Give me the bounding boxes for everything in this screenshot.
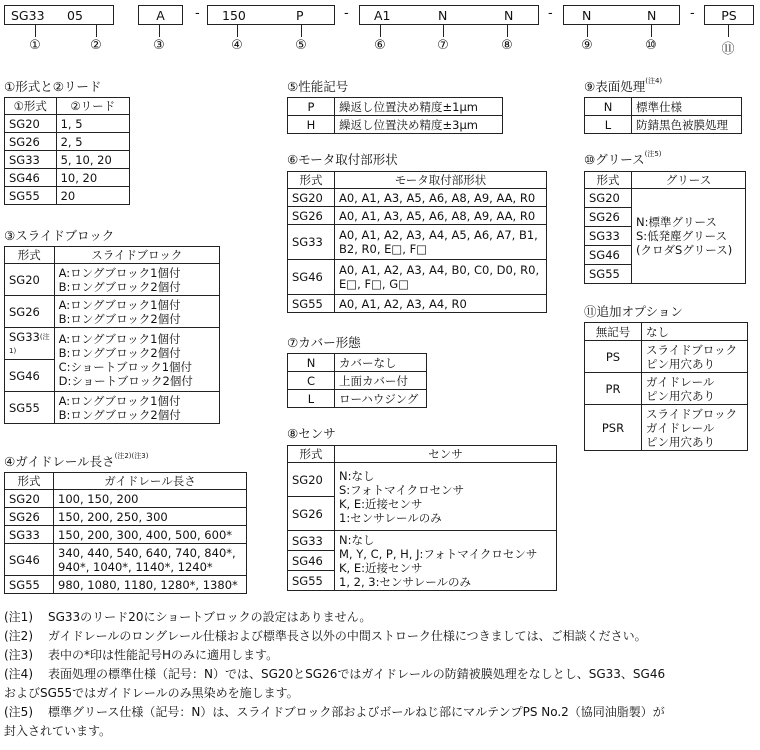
table-grease: [584, 171, 746, 284]
column-header: 形式: [5, 247, 55, 264]
code-box-model: [4, 5, 114, 25]
marker-11: ⑪: [721, 42, 735, 57]
table-cell: SG55: [5, 187, 57, 205]
table-cell: SG33: [5, 526, 54, 544]
table-cell: 標準仕様: [632, 98, 742, 116]
table-cell: ガイドレール ピン用穴あり: [642, 373, 748, 405]
table-cell: カバーなし: [335, 354, 427, 372]
section-title: ③スライドブロック: [4, 228, 115, 243]
table-cell: SG20: [5, 264, 55, 296]
table-cell: SG26: [5, 508, 54, 526]
table-cell: L: [585, 116, 632, 134]
section-title-text: ⑨表面処理: [584, 79, 646, 94]
code-segment: PS: [721, 7, 737, 23]
table-cell: N:なし M, Y, C, P, H, J:フォトマイクロセンサ K, E:近接センサ 1, 2, 3:センサレールのみ: [335, 531, 557, 591]
table-cell: L: [288, 390, 335, 408]
marker-6: ⑥: [374, 38, 386, 53]
marker-3: ③: [153, 38, 165, 53]
table-model-lead: [4, 97, 130, 205]
section-title: [584, 77, 662, 95]
section-title: ⑥モータ取付部形状: [287, 152, 398, 167]
code-segment: N: [647, 7, 657, 23]
column-header: 形式: [288, 172, 335, 189]
table-cell: 上面カバー付: [335, 372, 427, 390]
table-cell: A0, A1, A2, A3, A4, R0: [335, 295, 547, 313]
table-cell: 繰返し位置決め精度±3μm: [335, 116, 503, 134]
code-segment: 05: [67, 7, 83, 23]
note-ref: (注5): [644, 150, 662, 158]
table-cell: A0, A1, A3, A5, A6, A8, A9, AA, R0: [335, 207, 547, 225]
table-cover: [287, 353, 427, 408]
table-cell: A0, A1, A2, A3, A4, A5, A6, A7, B1, B2, R0, E□, F□: [335, 225, 547, 260]
code-dash: -: [548, 6, 553, 21]
footnote: [4, 703, 665, 722]
column-header: スライドブロック: [54, 247, 219, 264]
code-segment: P: [296, 7, 304, 23]
table-performance: [287, 97, 503, 134]
table-cell: 2, 5: [56, 133, 129, 151]
table-cell: A:ロングブロック1個付 B:ロングブロック2個付 C:ショートブロック1個付 D:ショートブロック2個付: [54, 328, 219, 392]
table-cell: SG20: [288, 189, 335, 207]
table-cell: SG26: [288, 207, 335, 225]
section-title-text: ⑩グリース: [584, 152, 645, 167]
table-surface-treatment: [584, 97, 742, 134]
footnote-label: (注1): [4, 610, 33, 624]
table-cell: 1, 5: [56, 115, 129, 133]
table-cell: PS: [585, 341, 642, 373]
table-cell: SG46: [5, 360, 55, 392]
footnote-label: (注3): [4, 648, 33, 662]
marker-1: ①: [29, 38, 41, 53]
code-box: [138, 5, 183, 25]
table-cell: SG26: [5, 133, 57, 151]
table-cell: 150, 200, 250, 300: [54, 508, 247, 526]
footnote: [4, 627, 665, 646]
column-header: ガイドレール長さ: [54, 473, 247, 490]
footnotes: [4, 608, 665, 741]
section-title: ⑤性能記号: [287, 79, 349, 94]
code-segment: N: [582, 7, 592, 23]
table-cell: ローハウジング: [335, 390, 427, 408]
section-title: [4, 452, 148, 470]
table-cell: SG46: [5, 544, 54, 576]
code-segment: N: [438, 7, 448, 23]
table-cell: 防錆黒色被膜処理: [632, 116, 742, 134]
column-header: モータ取付部形状: [335, 172, 547, 189]
footnote-label: (注5): [4, 705, 33, 719]
marker-9: ⑨: [581, 38, 593, 53]
table-cell: N: [585, 98, 632, 116]
table-cell: SG55: [288, 571, 335, 591]
footnote-text: ガイドレールのロングレール仕様および標準長さ以外の中間ストローク仕様につきましては、ご相談ください。: [48, 629, 647, 643]
note-ref: (注4): [645, 77, 663, 85]
table-cell: スライドブロック ピン用穴あり: [642, 341, 748, 373]
column-header: 形式: [5, 473, 54, 490]
model-label: SG33: [9, 329, 40, 344]
table-cell: H: [288, 116, 335, 134]
table-cell: A:ロングブロック1個付 B:ロングブロック2個付: [54, 392, 219, 424]
table-cell: 繰返し位置決め精度±1μm: [335, 98, 503, 116]
table-cell: [5, 328, 55, 360]
table-cell: SG55: [5, 392, 55, 424]
footnote-text: 標準グリース仕様（記号：N）は、スライドブロック部およびボールねじ部にマルテンプPS No.2（協同油脂製）が: [48, 705, 665, 719]
table-cell: N: [288, 354, 335, 372]
table-motor-mount: [287, 171, 547, 313]
code-box: [704, 5, 754, 25]
table-cell: 無記号: [585, 323, 642, 341]
marker-10: ⑩: [645, 38, 657, 53]
table-cell: SG46: [585, 246, 632, 265]
table-cell: SG55: [288, 295, 335, 313]
table-cell: C: [288, 372, 335, 390]
table-cell: SG20: [5, 115, 57, 133]
code-box: [359, 5, 539, 25]
footnote-label: (注4): [4, 667, 33, 681]
table-cell: A:ロングブロック1個付 B:ロングブロック2個付: [54, 296, 219, 328]
table-cell: PSR: [585, 405, 642, 451]
table-cell: SG55: [585, 265, 632, 284]
marker-2: ②: [90, 38, 102, 53]
table-cell: A0, A1, A2, A3, A4, B0, C0, D0, R0, E□, F□, G□: [335, 260, 547, 295]
table-cell: なし: [642, 323, 748, 341]
footnote-text: 表面処理の標準仕様（記号：N）では、SG20とSG26ではガイドレールの防錆被膜処理をなしとし、SG33、SG46: [48, 667, 666, 681]
table-cell: スライドブロック ガイドレール ピン用穴あり: [642, 405, 748, 451]
column-header: 形式: [585, 172, 632, 189]
table-cell: 5, 10, 20: [56, 151, 129, 169]
code-segment: SG33: [11, 7, 45, 23]
column-header: 形式: [288, 446, 335, 463]
column-header: センサ: [335, 446, 557, 463]
table-cell: 100, 150, 200: [54, 490, 247, 508]
table-cell: P: [288, 98, 335, 116]
table-cell: 150, 200, 300, 400, 500, 600*: [54, 526, 247, 544]
table-cell: SG33: [288, 225, 335, 260]
column-header: ①形式: [5, 98, 57, 115]
table-cell: SG33: [288, 531, 335, 551]
table-cell: SG26: [288, 497, 335, 531]
table-cell: PR: [585, 373, 642, 405]
table-cell: A:ロングブロック1個付 B:ロングブロック2個付: [54, 264, 219, 296]
section-title: ①形式と②リード: [4, 79, 102, 94]
footnote: [4, 608, 665, 627]
section-title: ⑪追加オプション: [584, 304, 683, 319]
table-cell: 20: [56, 187, 129, 205]
table-cell: A0, A1, A3, A5, A6, A8, A9, AA, R0: [335, 189, 547, 207]
table-cell: SG55: [5, 576, 54, 594]
footnote-continued: およびSG55ではガイドレールのみ黒染めを施します。: [4, 686, 299, 700]
footnote-text: SG33のリード20にショートブロックの設定はありません。: [48, 610, 372, 624]
table-cell: SG33: [5, 151, 57, 169]
footnote: [4, 665, 665, 684]
table-cell: SG20: [5, 490, 54, 508]
marker-8: ⑧: [501, 38, 513, 53]
table-cell: SG26: [5, 296, 55, 328]
table-cell: SG46: [288, 551, 335, 571]
code-box: [207, 5, 335, 25]
footnote-continued: 封入されています。: [4, 724, 112, 738]
table-sensor: [287, 445, 557, 591]
table-cell: SG20: [288, 463, 335, 497]
note-ref: (注2)(注3): [114, 452, 149, 460]
footnote-label: (注2): [4, 629, 33, 643]
code-dash: -: [195, 6, 200, 21]
code-segment: 150: [222, 7, 246, 23]
column-header: ②リード: [56, 98, 129, 115]
table-slide-block: [4, 246, 220, 424]
table-cell: SG33: [585, 227, 632, 246]
section-title: [584, 150, 662, 168]
section-title-text: ④ガイドレール長さ: [4, 454, 115, 469]
code-dash: -: [344, 6, 349, 21]
section-title: ⑧センサ: [287, 426, 336, 441]
marker-4: ④: [231, 38, 243, 53]
marker-7: ⑦: [437, 38, 449, 53]
table-cell: N:標準グリース S:低発塵グリース (クロダSグリース): [632, 189, 746, 284]
footnote: [4, 646, 665, 665]
table-cell: 980, 1080, 1180, 1280*, 1380*: [54, 576, 247, 594]
table-cell: N:なし S:フォトマイクロセンサ K, E:近接センサ 1:センサレールのみ: [335, 463, 557, 531]
table-cell: SG46: [288, 260, 335, 295]
note-ref: (注1): [9, 332, 50, 355]
table-options: [584, 322, 748, 451]
code-segment: N: [504, 7, 514, 23]
table-cell: 10, 20: [56, 169, 129, 187]
table-guide-rail-length: [4, 472, 247, 594]
code-box: [563, 5, 680, 25]
footnote-text: 表中の*印は性能記号Hのみに適用します。: [48, 648, 279, 662]
code-segment: A1: [374, 7, 391, 23]
table-cell: 340, 440, 540, 640, 740, 840*, 940*, 1040*, 1140*, 1240*: [54, 544, 247, 576]
table-cell: SG46: [5, 169, 57, 187]
marker-5: ⑤: [295, 38, 307, 53]
table-cell: SG20: [585, 189, 632, 208]
table-cell: SG26: [585, 208, 632, 227]
column-header: グリース: [632, 172, 746, 189]
code-dash: -: [690, 6, 695, 21]
section-title: ⑦カバー形態: [287, 335, 361, 350]
code-segment: A: [156, 7, 165, 23]
